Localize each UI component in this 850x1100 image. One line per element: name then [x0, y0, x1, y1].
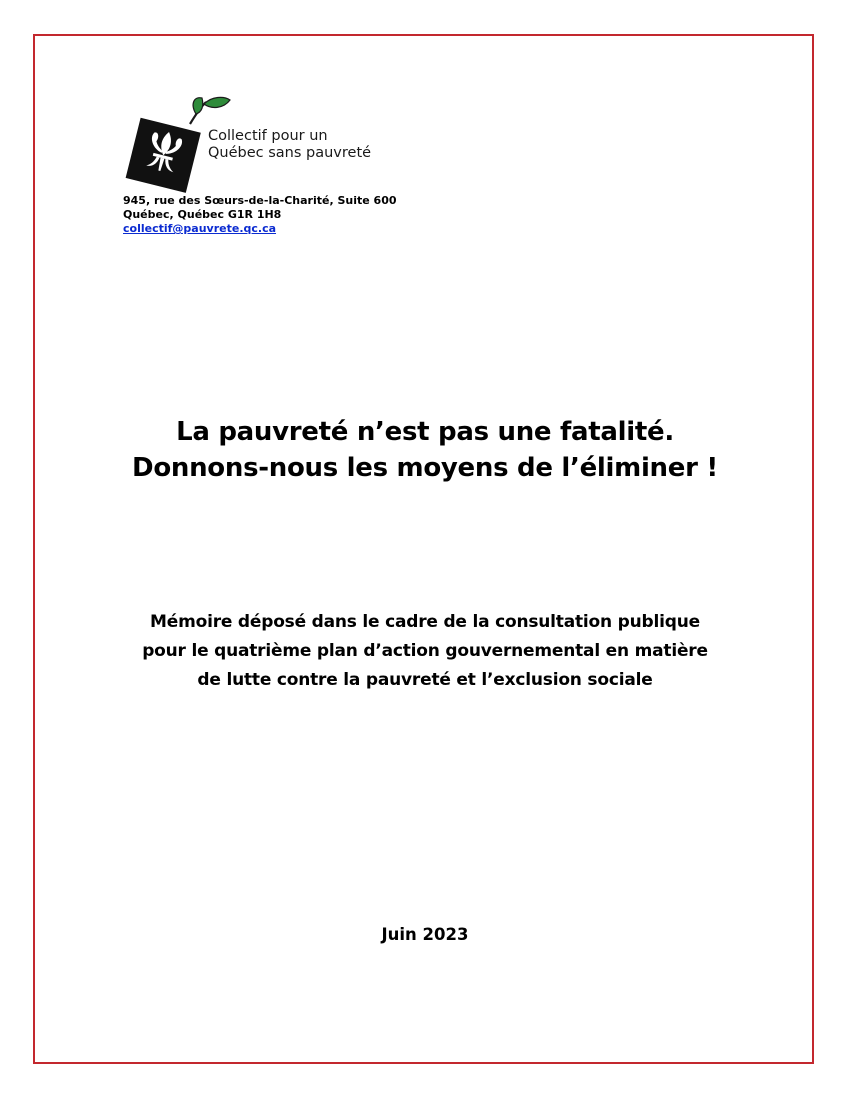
address-block	[123, 194, 397, 236]
document-date: Juin 2023	[381, 925, 469, 944]
address-street: 945, rue des Sœurs-de-la-Charité, Suite 600	[123, 194, 397, 207]
organization-logo	[120, 96, 390, 196]
subtitle-line-1: Mémoire déposé dans le cadre de la consultation publique	[150, 612, 700, 632]
subtitle-line-2: pour le quatrième plan d’action gouvernemental en matière	[142, 641, 708, 661]
title-line-2: Donnons-nous les moyens de l’éliminer !	[132, 453, 718, 483]
document-subtitle	[60, 608, 790, 695]
address-city: Québec, Québec G1R 1H8	[123, 208, 282, 221]
logo-wordmark	[208, 128, 371, 162]
subtitle-line-3: de lutte contre la pauvreté et l’exclusion sociale	[197, 670, 653, 690]
document-title	[60, 414, 790, 486]
logo-line-2: Québec sans pauvreté	[208, 145, 372, 161]
title-line-1: La pauvreté n’est pas une fatalité.	[176, 417, 674, 447]
logo-line-1: Collectif pour un	[208, 128, 328, 144]
email-link[interactable]: collectif@pauvrete.qc.ca	[123, 222, 277, 235]
